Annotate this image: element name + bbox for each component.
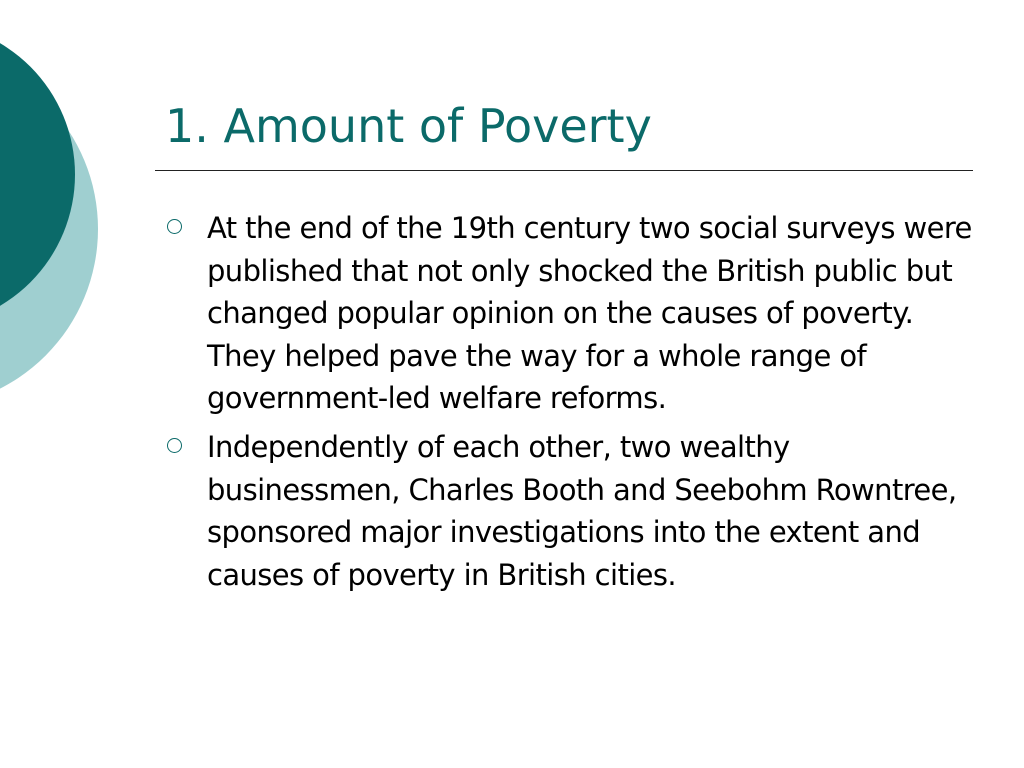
bullet-list (165, 207, 975, 602)
bullet-item-1 (165, 207, 975, 420)
bullet-item-2 (165, 426, 975, 596)
title-divider (155, 170, 973, 171)
bullet-text: Independently of each other, two wealthy businessmen, Charles Booth and Seebohm Rowntree, sponsored major investigations into the extent and causes of poverty in British cities. (207, 429, 957, 592)
hollow-circle-bullet-icon (167, 219, 182, 234)
hollow-circle-bullet-icon (167, 438, 182, 453)
bullet-text: At the end of the 19th century two social surveys were published that not only shocked the British public but changed popular opinion on the causes of poverty. They helped pave the way for a whole range of government-led welfare reforms. (207, 211, 972, 416)
slide-title: 1. Amount of Poverty (165, 99, 652, 153)
